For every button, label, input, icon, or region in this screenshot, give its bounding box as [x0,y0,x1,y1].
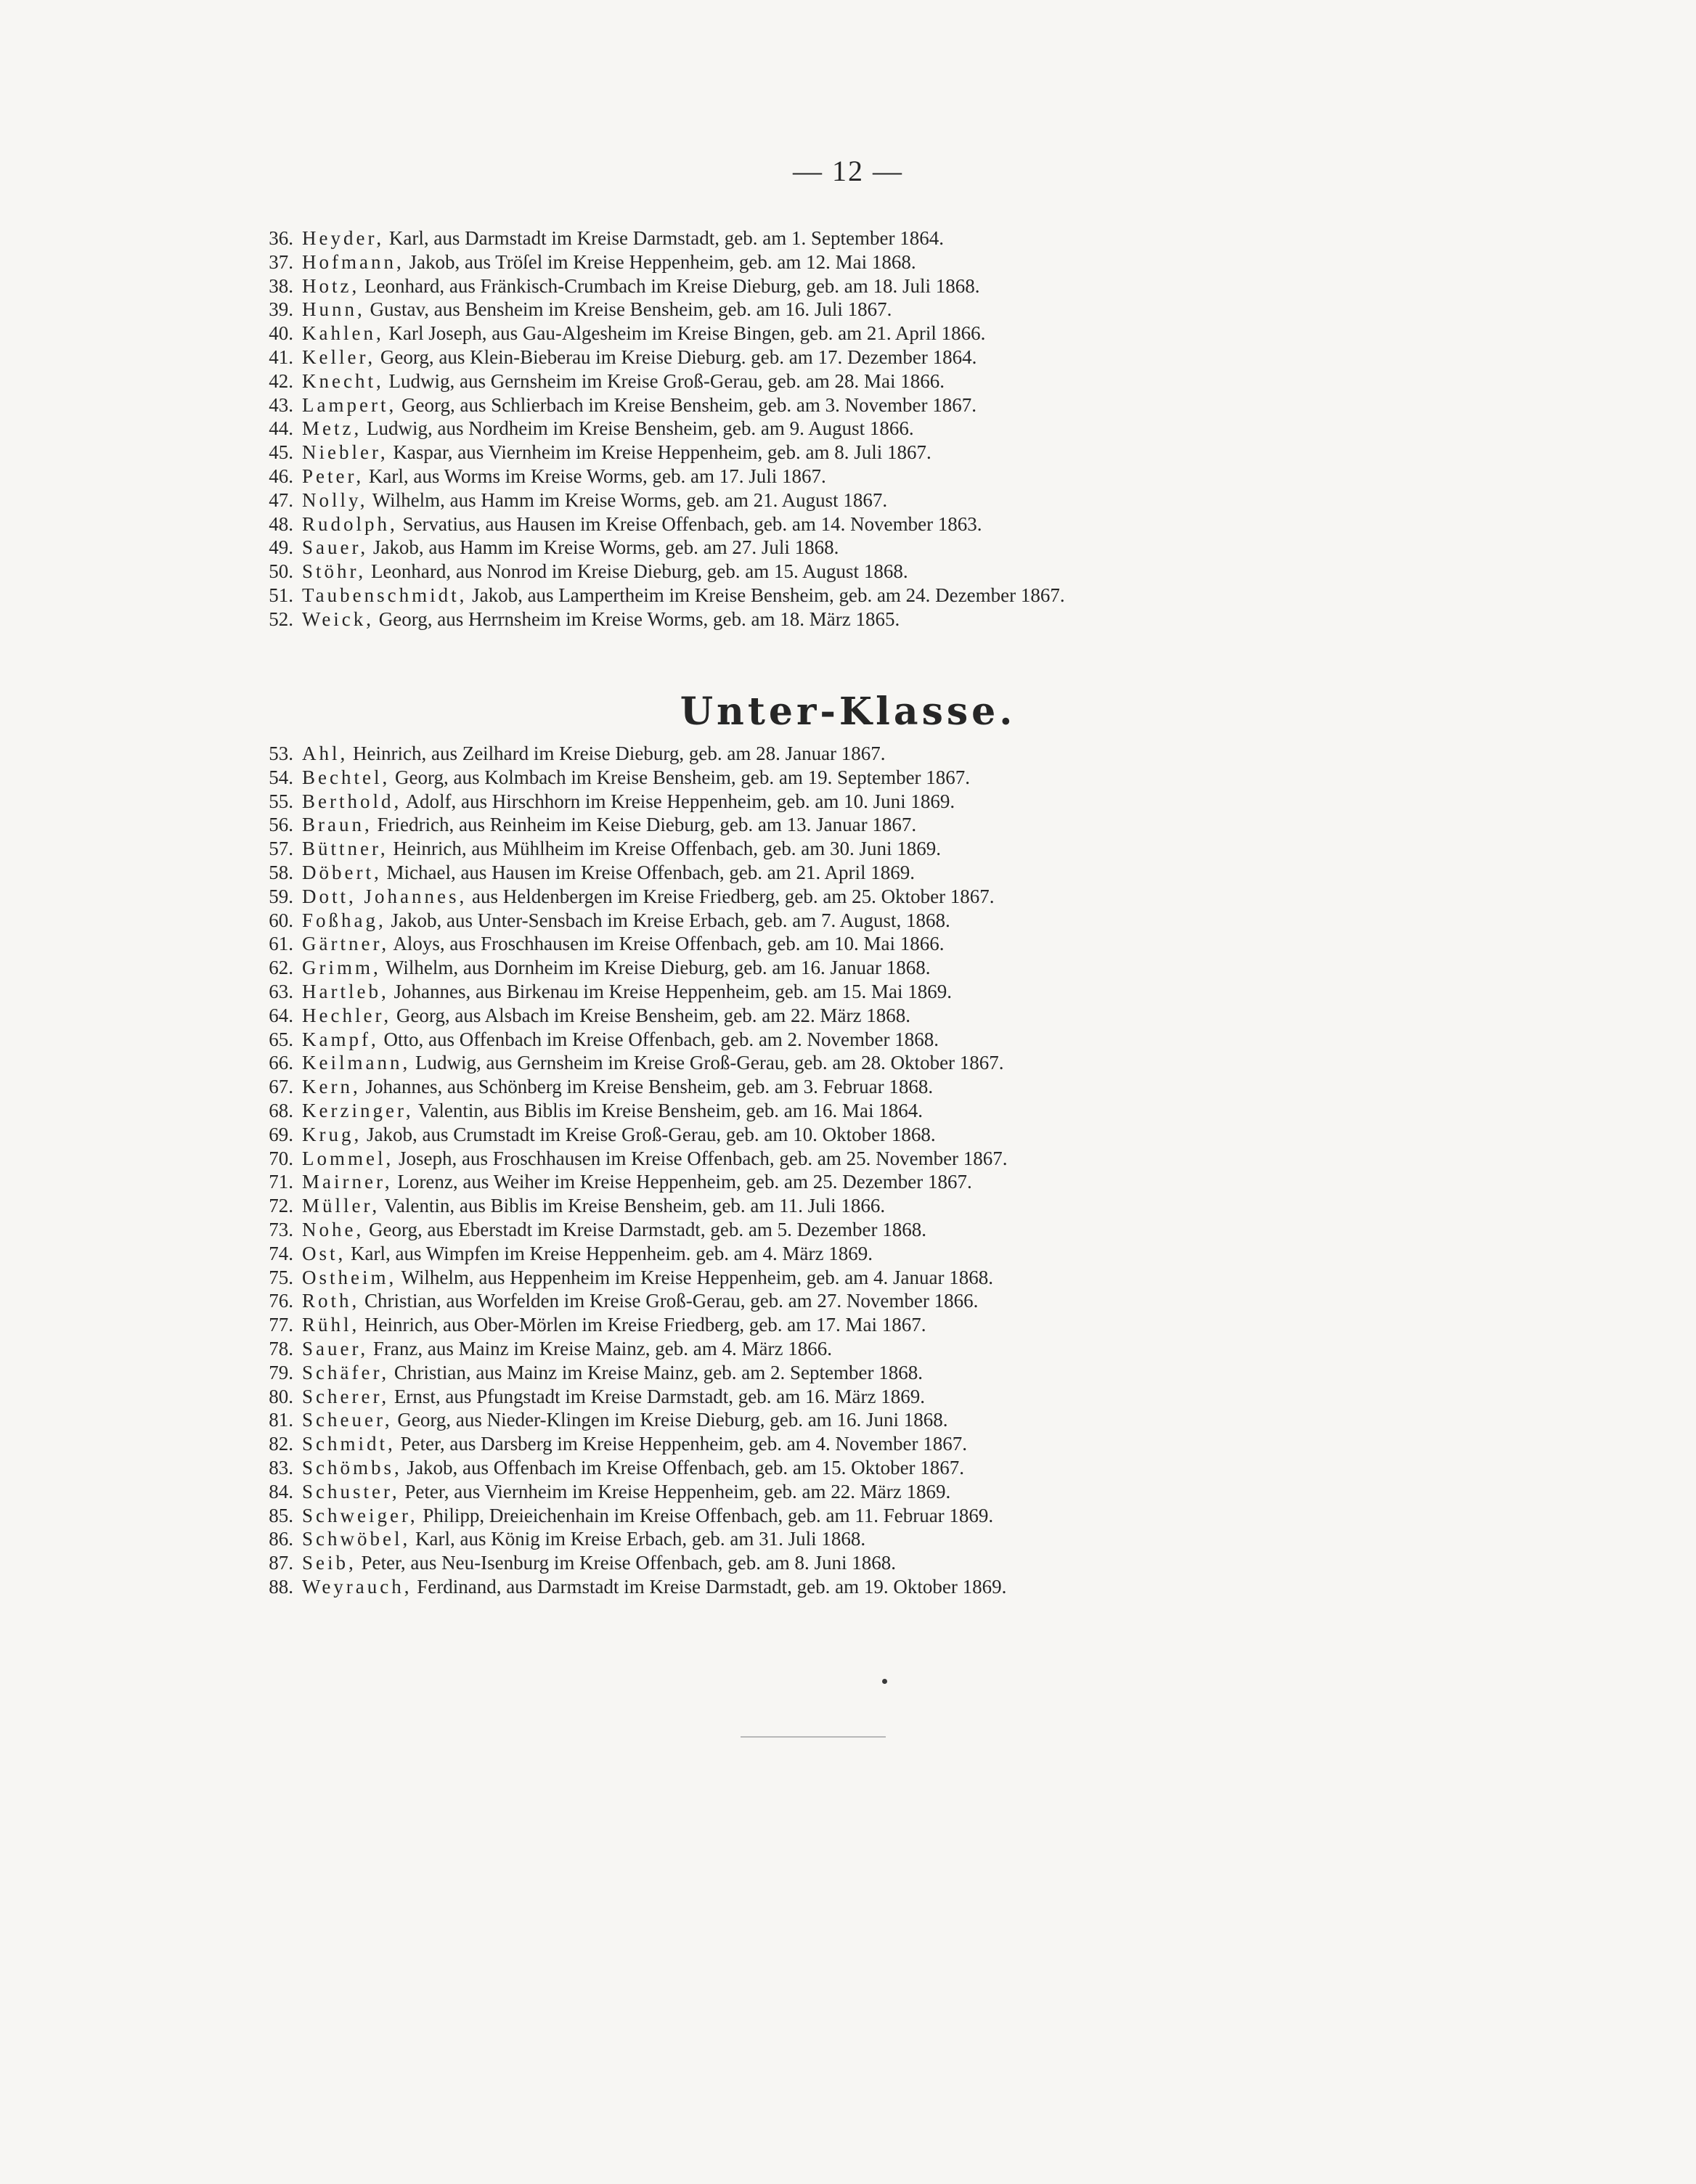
list-item [247,536,1379,560]
entry-surname: Foßhag, [302,909,386,931]
list-item [247,393,1379,417]
entry-number: 51. [269,584,293,606]
list-item [247,226,1379,250]
list-item [247,1337,1379,1361]
list-item [247,1218,1379,1242]
entry-surname: Kahlen, [302,322,384,345]
entry-surname: Schwöbel, [302,1528,411,1550]
entry-surname: Kerzinger, [302,1099,414,1121]
entry-number: 37. [269,250,293,273]
entry-number: 61. [269,933,293,955]
list-item [247,1480,1379,1504]
list-item [247,274,1379,298]
entry-number: 59. [269,885,293,907]
entry-number: 65. [269,1028,293,1050]
entry-details: Johannes, aus Schönberg im Kreise Bensheim, geb. am 3. Februar 1868. [360,1076,934,1098]
entry-details: Heinrich, aus Zeilhard im Kreise Dieburg, geb. am 28. Januar 1867. [348,743,886,764]
list-item [247,250,1379,274]
list-item [247,1504,1379,1528]
entry-details: Christian, aus Worfelden im Kreise Groß-Gerau, geb. am 27. November 1866. [359,1290,979,1312]
entry-details: Ferdinand, aus Darmstadt im Kreise Darmstadt, geb. am 19. Oktober 1869. [412,1575,1007,1598]
entry-surname: Müller, [302,1195,380,1217]
entry-number: 72. [269,1195,293,1217]
entry-surname: Ost, [302,1242,346,1264]
list-item [247,909,1379,933]
list-item [247,956,1379,980]
entry-number: 75. [269,1266,293,1288]
entry-number: 74. [269,1242,293,1264]
entry-surname: Hotz, [302,274,360,297]
entry-number: 80. [269,1385,293,1407]
entry-details: Servatius, aus Hausen im Kreise Offenbach, geb. am 14. November 1863. [397,512,982,535]
entry-surname: Schmidt, [302,1433,396,1455]
entry-surname: Hunn, [302,298,365,321]
entry-details: Johannes, aus Birkenau im Kreise Heppenheim, geb. am 15. Mai 1869. [388,980,953,1002]
entry-surname: Peter, [302,465,364,487]
entry-details: Peter, aus Neu-Isenburg im Kreise Offenbach, geb. am 8. Juni 1868. [356,1552,897,1574]
entry-number: 83. [269,1456,293,1479]
entry-details: Georg, aus Herrnsheim im Kreise Worms, geb. am 18. März 1865. [374,608,900,630]
list-item [247,1028,1379,1052]
entry-surname: Taubenschmidt, [302,584,468,606]
entry-details: Wilhelm, aus Hamm im Kreise Worms, geb. am 21. August 1867. [367,488,888,511]
list-item [247,861,1379,885]
entry-surname: Döbert, [302,861,382,883]
list-item [247,465,1379,488]
entry-number: 44. [269,417,293,440]
entry-number: 49. [269,536,293,559]
entry-surname: Gärtner, [302,933,390,955]
entry-surname: Nohe, [302,1218,364,1240]
entry-surname: Scherer, [302,1385,390,1407]
list-item [247,766,1379,790]
entry-details: Georg, aus Schlierbach im Kreise Bensheim, geb. am 3. November 1867. [396,393,977,416]
entry-details: Jakob, aus Crumstadt im Kreise Groß-Gerau, geb. am 10. Oktober 1868. [362,1123,936,1145]
entry-surname: Keller, [302,345,376,368]
list-item [247,813,1379,837]
list-item [247,608,1379,631]
entry-details: Karl Joseph, aus Gau-Algesheim im Kreise Bingen, geb. am 21. April 1866. [383,322,986,345]
entry-details: Franz, aus Mainz im Kreise Mainz, geb. am 4. März 1866. [368,1337,832,1359]
list-item [247,885,1379,909]
entry-surname: Schweiger, [302,1504,418,1526]
entry-number: 55. [269,790,293,812]
entry-details: Lorenz, aus Weiher im Kreise Heppenheim, geb. am 25. Dezember 1867. [392,1171,972,1193]
list-item [247,1575,1379,1599]
entry-number: 85. [269,1504,293,1526]
entry-details: Ernst, aus Pfungstadt im Kreise Darmstadt, geb. am 16. März 1869. [389,1385,925,1407]
entry-details: Aloys, aus Froschhausen im Kreise Offenbach, geb. am 10. Mai 1866. [389,933,945,955]
list-item [247,932,1379,956]
entry-details: Peter, aus Viernheim im Kreise Heppenheim, geb. am 22. März 1869. [399,1480,951,1502]
list-item [247,1075,1379,1099]
bottom-rule [741,1736,886,1738]
entry-details: Jakob, aus Tröſel im Kreise Heppenheim, geb. am 12. Mai 1868. [404,250,916,273]
entry-surname: Hofmann, [302,250,404,273]
list-item [247,1432,1379,1456]
entry-surname: Rühl, [302,1314,360,1336]
entry-details: Georg, aus Kolmbach im Kreise Bensheim, geb. am 19. September 1867. [390,766,971,788]
list-item [247,1266,1379,1290]
entry-number: 39. [269,298,293,321]
list-item [247,512,1379,536]
entry-number: 73. [269,1218,293,1240]
list-item [247,1527,1379,1551]
entry-number: 42. [269,369,293,392]
list-item [247,980,1379,1004]
entry-surname: Dott, Johannes, [302,885,468,907]
list-item [247,1456,1379,1480]
list-item [247,742,1379,766]
entry-details: Leonhard, aus Fränkisch-Crumbach im Kreise Dieburg, geb. am 18. Juli 1868. [359,274,980,297]
lower-class-list [247,742,1379,1599]
entry-surname: Krug, [302,1123,362,1145]
entry-number: 81. [269,1409,293,1431]
entry-details: Wilhelm, aus Heppenheim im Kreise Heppenheim, geb. am 4. Januar 1868. [396,1266,993,1288]
entry-surname: Weick, [302,608,375,630]
list-item [247,322,1379,345]
entry-number: 63. [269,980,293,1002]
entry-details: Jakob, aus Unter-Sensbach im Kreise Erbach, geb. am 7. August, 1868. [386,909,950,931]
entry-details: Jakob, aus Offenbach im Kreise Offenbach, geb. am 15. Oktober 1867. [401,1456,965,1479]
entry-surname: Mairner, [302,1171,393,1193]
entry-surname: Schuster, [302,1480,400,1502]
entry-details: Karl, aus Wimpfen im Kreise Heppenheim. geb. am 4. März 1869. [346,1242,873,1264]
list-item [247,1170,1379,1194]
entry-details: Ludwig, aus Nordheim im Kreise Bensheim, geb. am 9. August 1866. [362,417,914,440]
entry-details: Georg, aus Alsbach im Kreise Bensheim, geb. am 22. März 1868. [391,1004,910,1026]
entry-details: Karl, aus Worms im Kreise Worms, geb. am 17. Juli 1867. [364,465,826,487]
entry-details: Georg, aus Nieder-Klingen im Kreise Dieburg, geb. am 16. Juni 1868. [392,1409,948,1431]
entry-number: 46. [269,465,293,487]
entry-details: Georg, aus Eberstadt im Kreise Darmstadt, geb. am 5. Dezember 1868. [364,1218,927,1240]
entry-surname: Hechler, [302,1004,392,1026]
list-item [247,560,1379,584]
entry-number: 68. [269,1099,293,1121]
list-item [247,441,1379,465]
entry-details: Ludwig, aus Gernsheim im Kreise Groß-Gerau, geb. am 28. Mai 1866. [383,369,945,392]
entry-surname: Stöhr, [302,560,367,583]
entry-surname: Nolly, [302,488,368,511]
entry-details: Michael, aus Hausen im Kreise Offenbach, geb. am 21. April 1869. [381,861,916,883]
entry-surname: Heyder, [302,227,385,249]
entry-number: 38. [269,274,293,297]
page-number: — 12 — [793,155,903,187]
entry-surname: Knecht, [302,369,384,392]
entry-surname: Sauer, [302,536,369,559]
list-item [247,1194,1379,1218]
entry-surname: Ahl, [302,743,348,764]
entry-number: 82. [269,1433,293,1455]
upper-class-list [247,226,1379,631]
entry-details: Georg, aus Klein-Bieberau im Kreise Dieburg. geb. am 17. Dezember 1864. [375,345,977,368]
list-item [247,1289,1379,1313]
list-item [247,837,1379,861]
list-item [247,417,1379,441]
entry-surname: Kern, [302,1076,361,1098]
entry-details: Jakob, aus Hamm im Kreise Worms, geb. am 27. Juli 1868. [368,536,839,559]
list-item [247,1361,1379,1385]
entry-number: 41. [269,345,293,368]
entry-details: Wilhelm, aus Dornheim im Kreise Dieburg, geb. am 16. Januar 1868. [380,957,931,979]
entry-surname: Grimm, [302,957,381,979]
entry-number: 57. [269,838,293,860]
entry-details: Otto, aus Offenbach im Kreise Offenbach, geb. am 2. November 1868. [378,1028,939,1050]
entry-number: 48. [269,512,293,535]
entry-details: aus Heldenbergen im Kreise Friedberg, geb. am 25. Oktober 1867. [467,885,995,907]
entry-number: 56. [269,814,293,836]
entry-surname: Lommel, [302,1147,394,1169]
entry-number: 67. [269,1076,293,1098]
entry-surname: Schäfer, [302,1361,390,1383]
entry-details: Philipp, Dreieichenhain im Kreise Offenbach, geb. am 11. Februar 1869. [417,1504,994,1526]
list-item [247,1385,1379,1409]
entry-details: Ludwig, aus Gernsheim im Kreise Groß-Gerau, geb. am 28. Oktober 1867. [410,1052,1004,1074]
entry-number: 54. [269,766,293,788]
list-item [247,1242,1379,1266]
entry-surname: Kampf, [302,1028,379,1050]
entry-details: Valentin, aus Biblis im Kreise Bensheim, geb. am 16. Mai 1864. [413,1099,924,1121]
entry-details: Leonhard, aus Nonrod im Kreise Dieburg, geb. am 15. August 1868. [366,560,908,583]
list-item [247,1123,1379,1147]
entry-number: 86. [269,1528,293,1550]
entry-surname: Ostheim, [302,1266,397,1288]
ink-dot [882,1679,887,1684]
section-heading: Unter-Klasse. [680,690,1016,734]
list-item [247,1099,1379,1123]
entry-number: 47. [269,488,293,511]
entry-surname: Scheuer, [302,1409,393,1431]
entry-number: 76. [269,1290,293,1312]
entry-number: 60. [269,909,293,931]
entry-number: 43. [269,393,293,416]
entry-details: Heinrich, aus Mühlheim im Kreise Offenbach, geb. am 30. Juni 1869. [388,838,941,860]
entry-number: 66. [269,1052,293,1074]
entry-surname: Niebler, [302,441,388,464]
entry-number: 53. [269,743,293,764]
entry-number: 78. [269,1337,293,1359]
entry-details: Jakob, aus Lampertheim im Kreise Bensheim, geb. am 24. Dezember 1867. [467,584,1065,606]
list-item [247,488,1379,512]
entry-number: 77. [269,1314,293,1336]
entry-details: Friedrich, aus Reinheim im Keise Dieburg, geb. am 13. Januar 1867. [372,814,917,836]
entry-surname: Roth, [302,1290,360,1312]
entry-number: 52. [269,608,293,630]
entry-details: Gustav, aus Bensheim im Kreise Bensheim, geb. am 16. Juli 1867. [364,298,892,321]
list-item [247,1051,1379,1075]
list-item [247,1551,1379,1575]
entry-surname: Schömbs, [302,1456,402,1479]
entry-number: 62. [269,957,293,979]
entry-number: 71. [269,1171,293,1193]
entry-details: Valentin, aus Biblis im Kreise Bensheim, geb. am 11. Juli 1866. [380,1195,886,1217]
entry-number: 69. [269,1123,293,1145]
entry-number: 64. [269,1004,293,1026]
list-item [247,1147,1379,1171]
entry-number: 87. [269,1552,293,1574]
entry-number: 88. [269,1575,293,1598]
list-item [247,345,1379,369]
entry-surname: Weyrauch, [302,1575,412,1598]
list-item [247,298,1379,322]
entry-surname: Keilmann, [302,1052,411,1074]
entry-surname: Büttner, [302,838,388,860]
list-item [247,1313,1379,1337]
entry-surname: Berthold, [302,790,402,812]
entry-number: 70. [269,1147,293,1169]
list-item [247,584,1379,608]
entry-number: 45. [269,441,293,464]
list-item [247,790,1379,814]
entry-details: Joseph, aus Froschhausen im Kreise Offenbach, geb. am 25. November 1867. [394,1147,1008,1169]
entry-number: 36. [269,227,293,249]
entry-surname: Metz, [302,417,362,440]
entry-details: Adolf, aus Hirschhorn im Kreise Heppenheim, geb. am 10. Juni 1869. [401,790,955,812]
entry-number: 84. [269,1480,293,1502]
entry-number: 50. [269,560,293,583]
entry-surname: Bechtel, [302,766,391,788]
entry-surname: Hartleb, [302,980,389,1002]
entry-number: 58. [269,861,293,883]
entry-details: Christian, aus Mainz im Kreise Mainz, geb. am 2. September 1868. [389,1361,923,1383]
entry-surname: Lampert, [302,393,397,416]
entry-number: 79. [269,1361,293,1383]
entry-surname: Seib, [302,1552,356,1574]
entry-surname: Braun, [302,814,372,836]
entry-details: Karl, aus Darmstadt im Kreise Darmstadt, geb. am 1. September 1864. [384,227,944,249]
entry-surname: Sauer, [302,1337,369,1359]
list-item [247,1408,1379,1432]
entry-number: 40. [269,322,293,345]
list-item [247,1004,1379,1028]
entry-details: Heinrich, aus Ober-Mörlen im Kreise Friedberg, geb. am 17. Mai 1867. [359,1314,926,1336]
entry-surname: Rudolph, [302,512,398,535]
entry-details: Kaspar, aus Viernheim im Kreise Heppenheim, geb. am 8. Juli 1867. [388,441,931,464]
entry-details: Karl, aus König im Kreise Erbach, geb. am 31. Juli 1868. [410,1528,866,1550]
entry-details: Peter, aus Darsberg im Kreise Heppenheim, geb. am 4. November 1867. [395,1433,967,1455]
list-item [247,369,1379,393]
